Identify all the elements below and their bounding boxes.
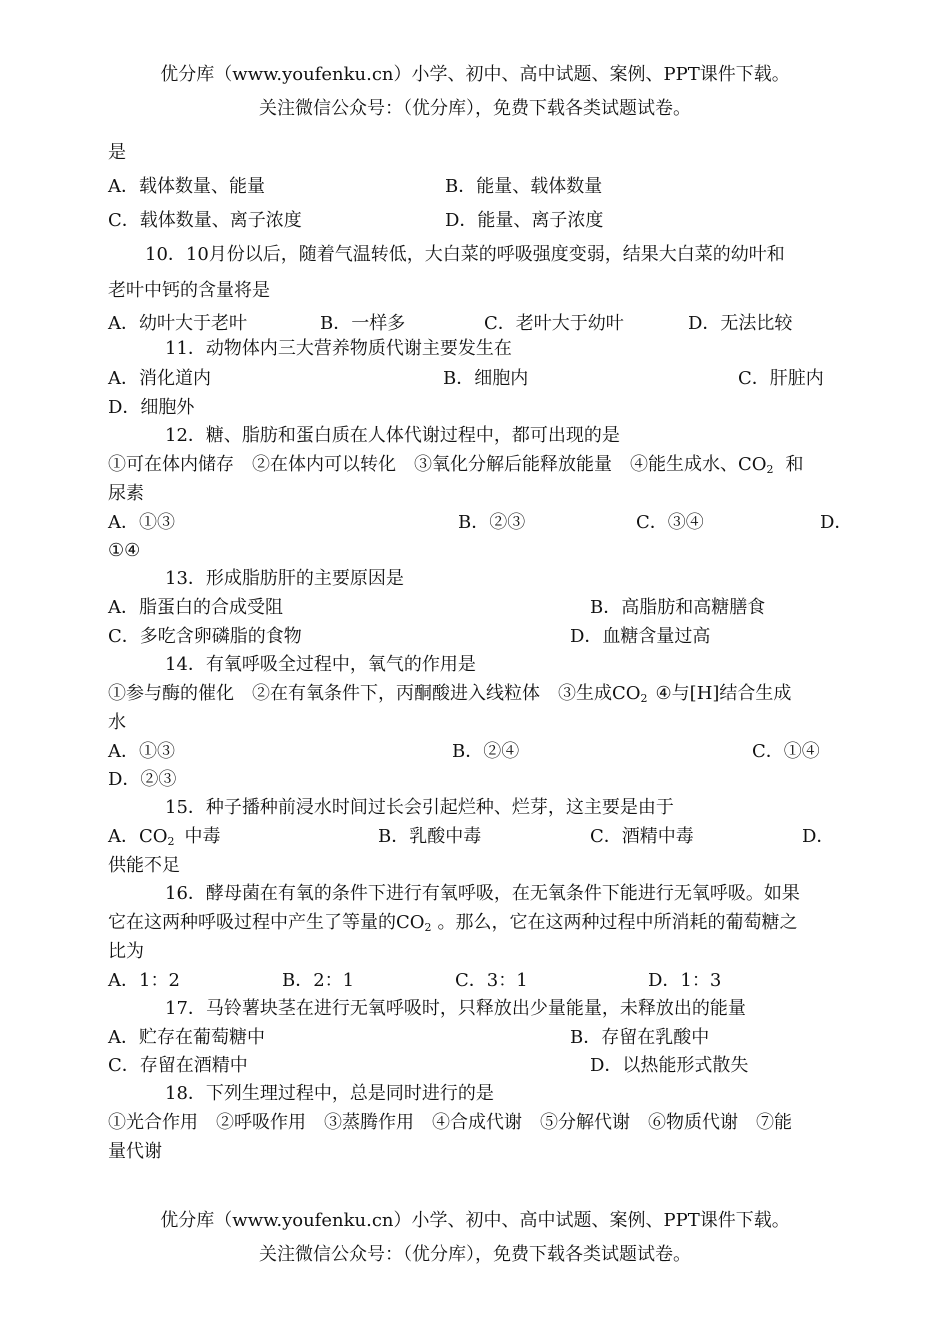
- q16-option-c: C．3：1: [455, 970, 528, 991]
- q10-option-b: B．一样多: [320, 313, 406, 334]
- header-line-2: 关注微信公众号：（优分库），免费下载各类试题试卷。: [259, 98, 691, 119]
- q17-option-d: D．以热能形式散失: [590, 1055, 749, 1076]
- q11-option-d: D．细胞外: [108, 397, 195, 418]
- q16-stem-line-3: 比为: [108, 941, 144, 962]
- q13-option-c: C．多吃含卵磷脂的食物: [108, 626, 302, 647]
- q11-option-a: A．消化道内: [108, 368, 211, 389]
- q16-stem-line-1: 16．酵母菌在有氧的条件下进行有氧呼吸，在无氧条件下能进行无氧呼吸。如果: [165, 883, 800, 904]
- q16-stem-text: 它在这两种呼吸过程中产生了等量的CO: [108, 912, 425, 933]
- q12-items-line-1: [108, 454, 804, 481]
- q9-stem-cont: 是: [108, 142, 126, 163]
- q14-stem: 14．有氧呼吸全过程中，氧气的作用是: [165, 654, 476, 675]
- q12-option-b: B．②③: [458, 512, 526, 533]
- q17-option-b: B．存留在乳酸中: [570, 1027, 710, 1048]
- q10-option-c: C．老叶大于幼叶: [484, 313, 624, 334]
- q15-option-a-text: A．CO: [108, 826, 168, 847]
- q10-option-d: D．无法比较: [688, 313, 793, 334]
- q11-option-b: B．细胞内: [443, 368, 529, 389]
- q16-stem-tail: 。那么，它在这两种过程中所消耗的葡萄糖之: [437, 912, 798, 933]
- q9-option-b: B．能量、载体数量: [445, 176, 603, 197]
- q12-option-a: A．①③: [108, 512, 175, 533]
- q15-option-d: D．: [802, 826, 835, 847]
- q15-option-c: C．酒精中毒: [590, 826, 694, 847]
- q14-option-a: A．①③: [108, 741, 175, 762]
- q17-option-c: C．存留在酒精中: [108, 1055, 248, 1076]
- q14-items-line-1: [108, 683, 791, 710]
- q14-items-tail: ④与[H]结合生成: [655, 683, 792, 704]
- q9-option-d: D．能量、离子浓度: [445, 210, 604, 231]
- q12-option-c: C．③④: [636, 512, 704, 533]
- q12-option-d-value: ①④: [108, 540, 141, 561]
- q11-option-c: C．肝脏内: [738, 368, 824, 389]
- q17-stem: 17．马铃薯块茎在进行无氧呼吸时，只释放出少量能量，未释放出的能量: [165, 998, 746, 1019]
- q13-stem: 13．形成脂肪肝的主要原因是: [165, 568, 404, 589]
- q16-option-d: D．1：3: [648, 970, 722, 991]
- q16-option-a: A．1：2: [108, 970, 180, 991]
- q11-stem: 11．动物体内三大营养物质代谢主要发生在: [165, 338, 512, 359]
- co2-subscript: 2: [640, 692, 648, 705]
- q13-option-b: B．高脂肪和高糖膳食: [590, 597, 766, 618]
- q16-option-b: B．2：1: [282, 970, 355, 991]
- co2-subscript: 2: [424, 921, 432, 934]
- footer-line-2: 关注微信公众号：（优分库），免费下载各类试题试卷。: [259, 1244, 691, 1265]
- q10-stem-line-2: 老叶中钙的含量将是: [108, 280, 270, 301]
- q14-option-b: B．②④: [452, 741, 520, 762]
- footer-line-1: 优分库（www.youfenku.cn）小学、初中、高中试题、案例、PPT课件下载。: [160, 1210, 790, 1231]
- q18-stem: 18．下列生理过程中，总是同时进行的是: [165, 1083, 494, 1104]
- q15-stem: 15．种子播种前浸水时间过长会引起烂种、烂芽，这主要是由于: [165, 797, 674, 818]
- q9-option-c: C．载体数量、离子浓度: [108, 210, 302, 231]
- q10-stem-line-1: 10．10月份以后，随着气温转低，大白菜的呼吸强度变弱，结果大白菜的幼叶和: [145, 244, 785, 265]
- q18-items-line-1: ①光合作用 ②呼吸作用 ③蒸腾作用 ④合成代谢 ⑤分解代谢 ⑥物质代谢 ⑦能: [108, 1112, 792, 1133]
- q12-items-text: ①可在体内储存 ②在体内可以转化 ③氧化分解后能释放能量 ④能生成水、CO: [108, 454, 767, 475]
- q15-option-b: B．乳酸中毒: [378, 826, 482, 847]
- q14-items-text: ①参与酶的催化 ②在有氧条件下，丙酮酸进入线粒体 ③生成CO: [108, 683, 641, 704]
- q12-option-d: D．: [820, 512, 853, 533]
- q13-option-a: A．脂蛋白的合成受阻: [108, 597, 283, 618]
- q14-items-line-2: 水: [108, 712, 126, 733]
- q13-option-d: D．血糖含量过高: [570, 626, 711, 647]
- header-line-1: 优分库（www.youfenku.cn）小学、初中、高中试题、案例、PPT课件下载。: [160, 64, 790, 85]
- co2-subscript: 2: [766, 463, 774, 476]
- q15-option-a-tail: 中毒: [184, 826, 221, 847]
- co2-subscript: 2: [167, 835, 175, 848]
- q10-option-a: A．幼叶大于老叶: [108, 313, 247, 334]
- q15-option-a: [108, 826, 221, 853]
- q18-items-line-2: 量代谢: [108, 1141, 162, 1162]
- q15-option-d-value: 供能不足: [108, 855, 180, 876]
- q12-stem: 12．糖、脂肪和蛋白质在人体代谢过程中，都可出现的是: [165, 425, 620, 446]
- q14-option-d: D．②③: [108, 769, 177, 790]
- q16-stem-line-2: [108, 912, 798, 939]
- q14-option-c: C．①④: [752, 741, 820, 762]
- q12-items-line-2: 尿素: [108, 483, 144, 504]
- q12-items-tail: 和: [785, 454, 804, 475]
- q9-option-a: A．载体数量、能量: [108, 176, 265, 197]
- q17-option-a: A．贮存在葡萄糖中: [108, 1027, 265, 1048]
